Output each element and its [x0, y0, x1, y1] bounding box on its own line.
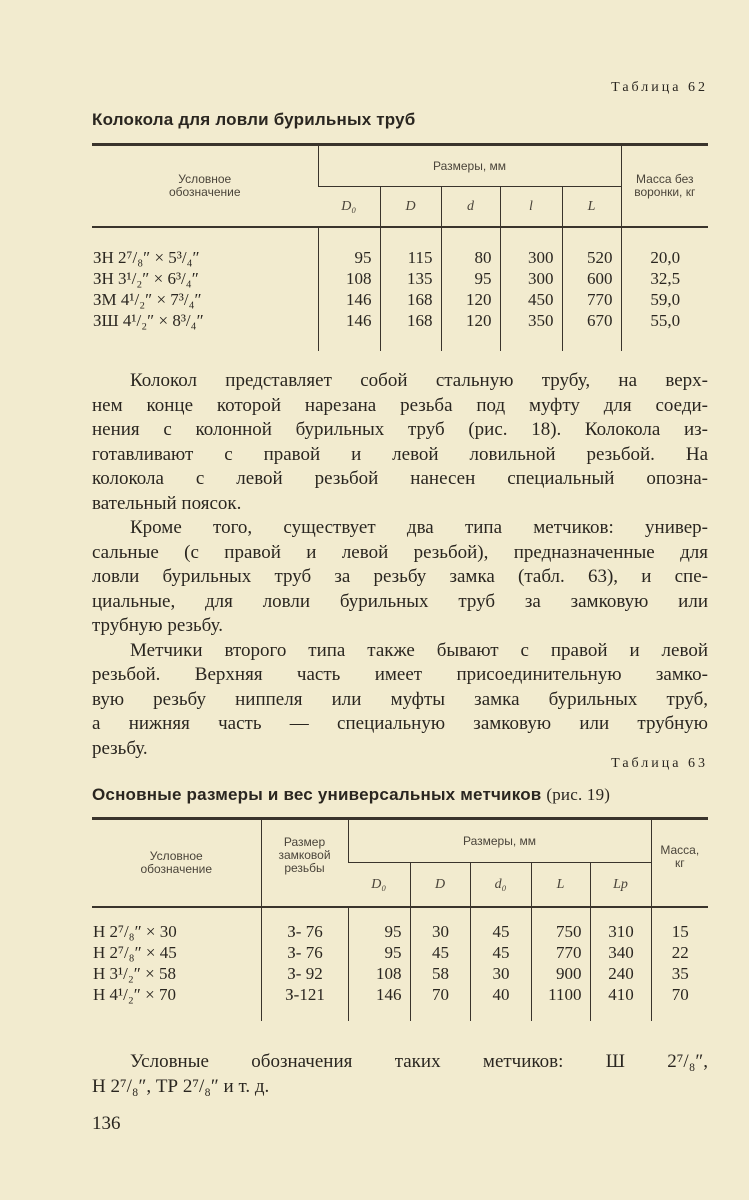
- text-line: нем конце которой нарезана резьба под муфту для соеди-: [92, 394, 708, 416]
- cell: 135: [380, 268, 441, 289]
- cell: Н 3¹/₂″ × 58: [93, 963, 176, 983]
- cell: 45: [470, 942, 531, 963]
- cell: 520: [562, 247, 621, 268]
- text-line: резьбу.: [92, 737, 148, 759]
- cell: 58: [410, 963, 470, 984]
- table-62-title: Колокола для ловли бурильных труб: [92, 110, 416, 129]
- text-line: Метчики второго типа также бывают с правой и левой: [130, 639, 708, 661]
- cell: 670: [562, 310, 621, 331]
- header-l: l: [500, 187, 562, 227]
- text-line: сальные (с правой и левой резьбой), предназначенные для: [92, 541, 708, 563]
- cell: 120: [441, 289, 500, 310]
- cell: 310: [590, 921, 651, 942]
- cell: 115: [380, 247, 441, 268]
- cell: 59,0: [621, 289, 708, 310]
- text-line: Колокол представляет собой стальную трубу, на верх-: [130, 370, 708, 391]
- text-line: вую резьбу ниппеля или муфты замка бурильных труб,: [92, 688, 708, 710]
- cell: З-121: [261, 984, 348, 1005]
- cell: 95: [441, 268, 500, 289]
- header-D: D: [410, 863, 470, 907]
- cell: 30: [470, 963, 531, 984]
- cell: 70: [410, 984, 470, 1005]
- cell: 146: [318, 310, 380, 331]
- text-line: резьбой. Верхняя часть имеет присоединительную замко-: [92, 664, 708, 685]
- cell: 410: [590, 984, 651, 1005]
- text-line: вательный поясок.: [92, 492, 242, 514]
- header-mass: Масса, кг: [651, 819, 708, 907]
- cell: 146: [318, 289, 380, 310]
- text-line: а нижняя часть — специальную замковую или трубную: [92, 713, 708, 734]
- cell: 240: [590, 963, 651, 984]
- cell: 55,0: [621, 310, 708, 331]
- cell: 450: [500, 289, 562, 310]
- table-row: [92, 310, 708, 331]
- cell: 45: [470, 921, 531, 942]
- cell: 22: [651, 942, 708, 963]
- cell: 120: [441, 310, 500, 331]
- cell: З- 92: [261, 963, 348, 984]
- cell: 95: [348, 942, 410, 963]
- cell: Н 2⁷/₈″ × 30: [93, 921, 177, 941]
- header-sizes: Размеры, мм: [348, 819, 651, 863]
- text-line: готавливают с правой и левой ловильной резьбой. На: [92, 443, 708, 465]
- text-line: Н 2⁷/₈″, ТР 2⁷/₈″ и т. д.: [92, 1075, 270, 1097]
- table-row: [92, 289, 708, 310]
- table-row: [92, 942, 708, 963]
- cell: 30: [410, 921, 470, 942]
- cell: ЗМ 4¹/₂″ × 7³/₄″: [93, 289, 202, 309]
- cell: 20,0: [621, 247, 708, 268]
- text-line: ловли бурильных труб за резьбу замка (табл. 63), и спе-: [92, 566, 708, 587]
- header-designation: Условное обозначение: [92, 819, 261, 907]
- text-line: колокола с левой резьбой нанесен специальный опозна-: [92, 468, 708, 489]
- cell: Н 2⁷/₈″ × 45: [93, 942, 177, 962]
- table-63-title: [92, 785, 610, 805]
- cell: ЗШ 4¹/₂″ × 8³/₄″: [93, 310, 204, 330]
- cell: 95: [318, 247, 380, 268]
- table-row: [92, 921, 708, 942]
- cell: 40: [470, 984, 531, 1005]
- cell: 108: [318, 268, 380, 289]
- cell: 95: [348, 921, 410, 942]
- cell: 45: [410, 942, 470, 963]
- header-d: d: [441, 187, 500, 227]
- header-D0: D₀: [318, 187, 380, 227]
- text-line: Условные обозначения таких метчиков: Ш 2⁷/₈″,: [130, 1051, 708, 1072]
- cell: 770: [531, 942, 590, 963]
- table-63-label: Таблица 63: [611, 756, 708, 771]
- header-D0: D₀: [348, 863, 410, 907]
- cell: Н 4¹/₂″ × 70: [93, 984, 176, 1004]
- table-row: [92, 268, 708, 289]
- cell: 770: [562, 289, 621, 310]
- cell: 32,5: [621, 268, 708, 289]
- figure-ref: (рис. 19): [546, 785, 611, 804]
- title-text: Основные размеры и вес универсальных метчиков: [92, 785, 542, 804]
- header-L: L: [531, 863, 590, 907]
- header-thread: Размер замковой резьбы: [261, 819, 348, 907]
- cell: 146: [348, 984, 410, 1005]
- cell: 350: [500, 310, 562, 331]
- cell: 600: [562, 268, 621, 289]
- table-62: [92, 143, 708, 351]
- cell: 15: [651, 921, 708, 942]
- table-63: [92, 817, 708, 1021]
- cell: З- 76: [261, 942, 348, 963]
- closing-paragraph: [92, 1050, 708, 1099]
- cell: 35: [651, 963, 708, 984]
- cell: 168: [380, 289, 441, 310]
- cell: ЗН 3¹/₂″ × 6³/₄″: [93, 268, 199, 288]
- cell: 70: [651, 984, 708, 1005]
- cell: 900: [531, 963, 590, 984]
- header-Lp: Lр: [590, 863, 651, 907]
- text-line: циальные, для ловли бурильных труб за замковую или: [92, 590, 708, 612]
- text-line: Кроме того, существует два типа метчиков: универ-: [130, 517, 708, 538]
- cell: 168: [380, 310, 441, 331]
- page-number: 136: [92, 1113, 121, 1134]
- table-62-label: Таблица 62: [611, 80, 708, 95]
- paragraph-1: [92, 369, 708, 761]
- cell: 1100: [531, 984, 590, 1005]
- text-line: нения с колонной бурильных труб (рис. 18). Колокола из-: [92, 419, 708, 440]
- header-designation: Условное обозначение: [92, 145, 318, 227]
- cell: 750: [531, 921, 590, 942]
- header-mass: Масса без воронки, кг: [621, 145, 708, 227]
- cell: 80: [441, 247, 500, 268]
- table-row: [92, 963, 708, 984]
- cell: ЗН 2⁷/₈″ × 5³/₄″: [93, 247, 200, 267]
- table-row: [92, 247, 708, 268]
- cell: З- 76: [261, 921, 348, 942]
- header-d0: d₀: [470, 863, 531, 907]
- cell: 340: [590, 942, 651, 963]
- cell: 108: [348, 963, 410, 984]
- header-D: D: [380, 187, 441, 227]
- header-sizes: Размеры, мм: [318, 145, 621, 187]
- header-L: L: [562, 187, 621, 227]
- table-row: [92, 984, 708, 1005]
- cell: 300: [500, 247, 562, 268]
- cell: 300: [500, 268, 562, 289]
- text-line: трубную резьбу.: [92, 615, 223, 636]
